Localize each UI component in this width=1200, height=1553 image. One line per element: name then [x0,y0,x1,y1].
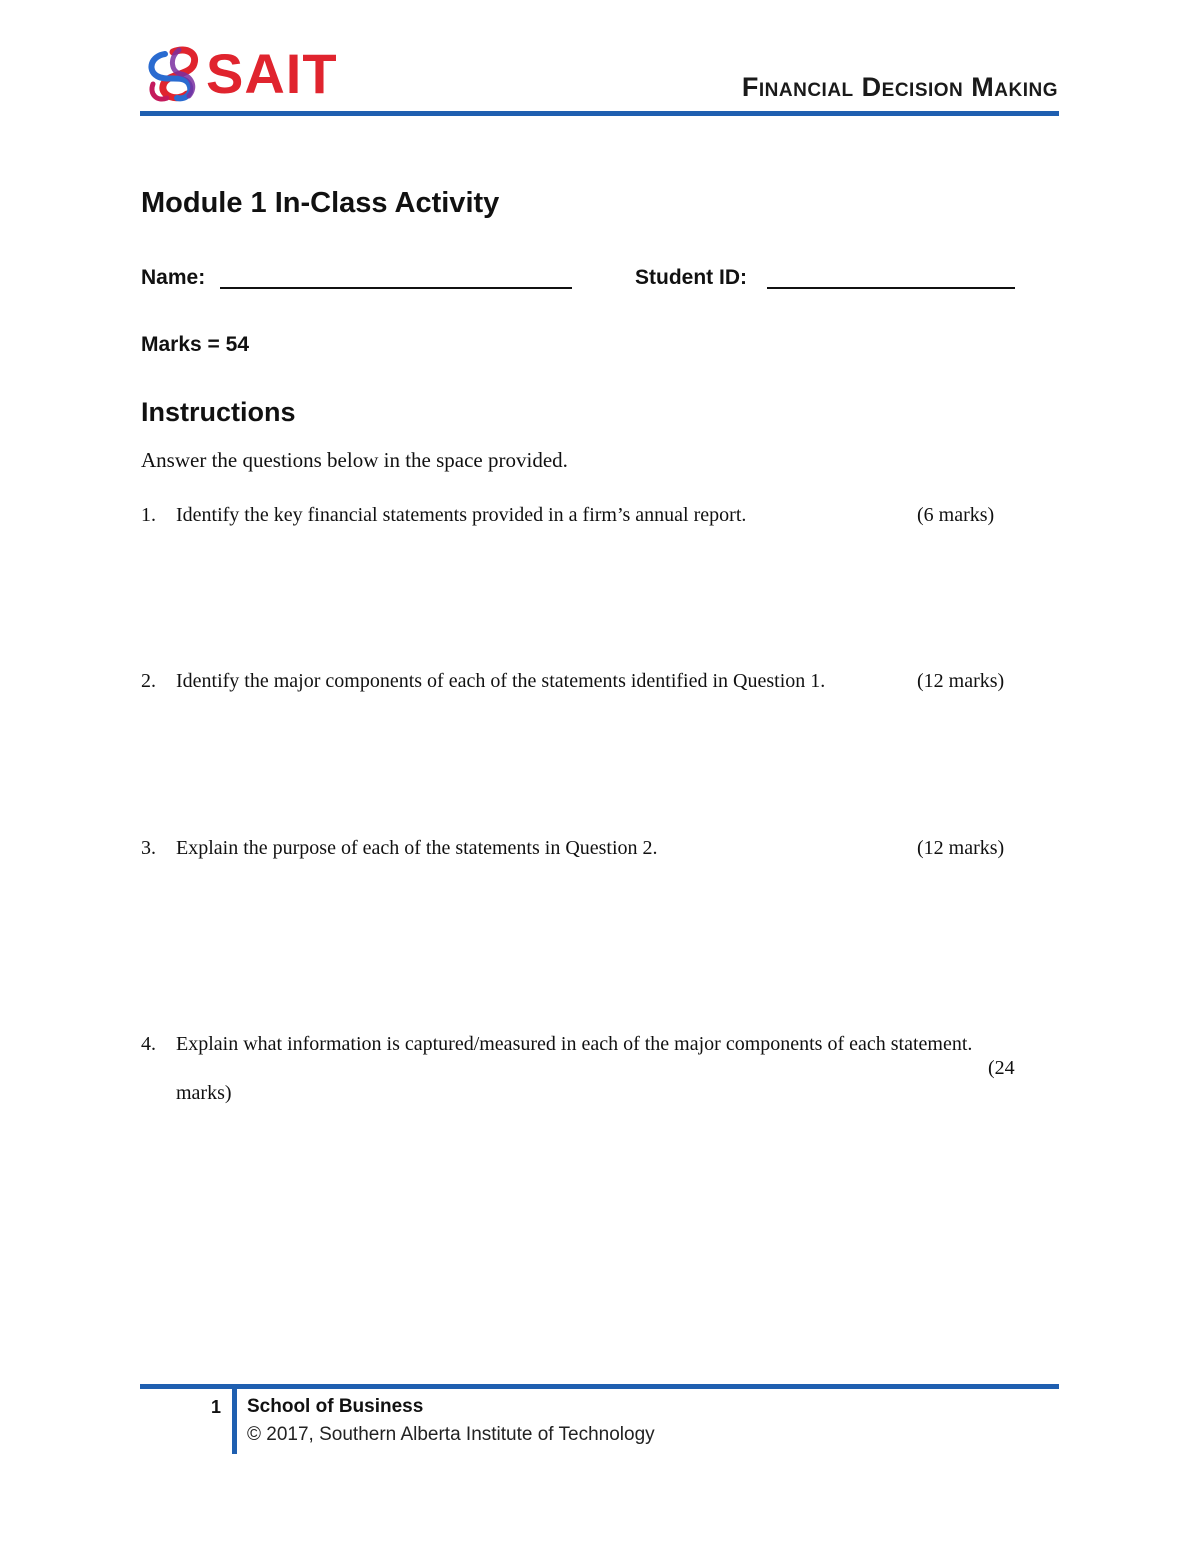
question-text: Explain what information is captured/measured in each of the major components of each statement. [176,1033,973,1055]
student-id-fill-line[interactable] [767,287,1015,289]
name-label: Name: [141,266,206,289]
course-title: Financial Decision Making [741,72,1058,102]
logo-wordmark: SAIT [206,42,338,105]
question-text: Explain the purpose of each of the statements in Question 2. [176,837,658,859]
question-number: 3. [141,837,156,859]
question-marks: (12 marks) [917,670,1005,692]
footer-copyright: © 2017, Southern Alberta Institute of Technology [247,1424,655,1445]
instructions-text: Answer the questions below in the space provided. [141,448,568,472]
header-rule [140,111,1059,116]
footer-rule [140,1384,1059,1389]
marks-total: Marks = 54 [141,333,249,356]
question-marks: (12 marks) [917,837,1005,859]
question-marks-continued: marks) [176,1082,232,1104]
name-fill-line[interactable] [220,287,572,289]
sait-knot-icon [143,44,207,104]
footer-school: School of Business [247,1396,424,1417]
instructions-heading: Instructions [141,397,296,427]
student-id-label: Student ID: [635,266,747,289]
question-number: 2. [141,670,156,692]
question-text: Identify the major components of each of the statements identified in Question 1. [176,670,826,692]
question-marks: (6 marks) [917,504,995,526]
page-number: 1 [211,1397,222,1417]
question-number: 1. [141,504,156,526]
question-text: Identify the key financial statements provided in a firm’s annual report. [176,504,747,526]
question-marks: (24 [988,1057,1015,1079]
question-number: 4. [141,1033,156,1055]
sait-logo [143,44,343,104]
document-title: Module 1 In-Class Activity [141,187,500,219]
footer-divider [232,1389,237,1454]
